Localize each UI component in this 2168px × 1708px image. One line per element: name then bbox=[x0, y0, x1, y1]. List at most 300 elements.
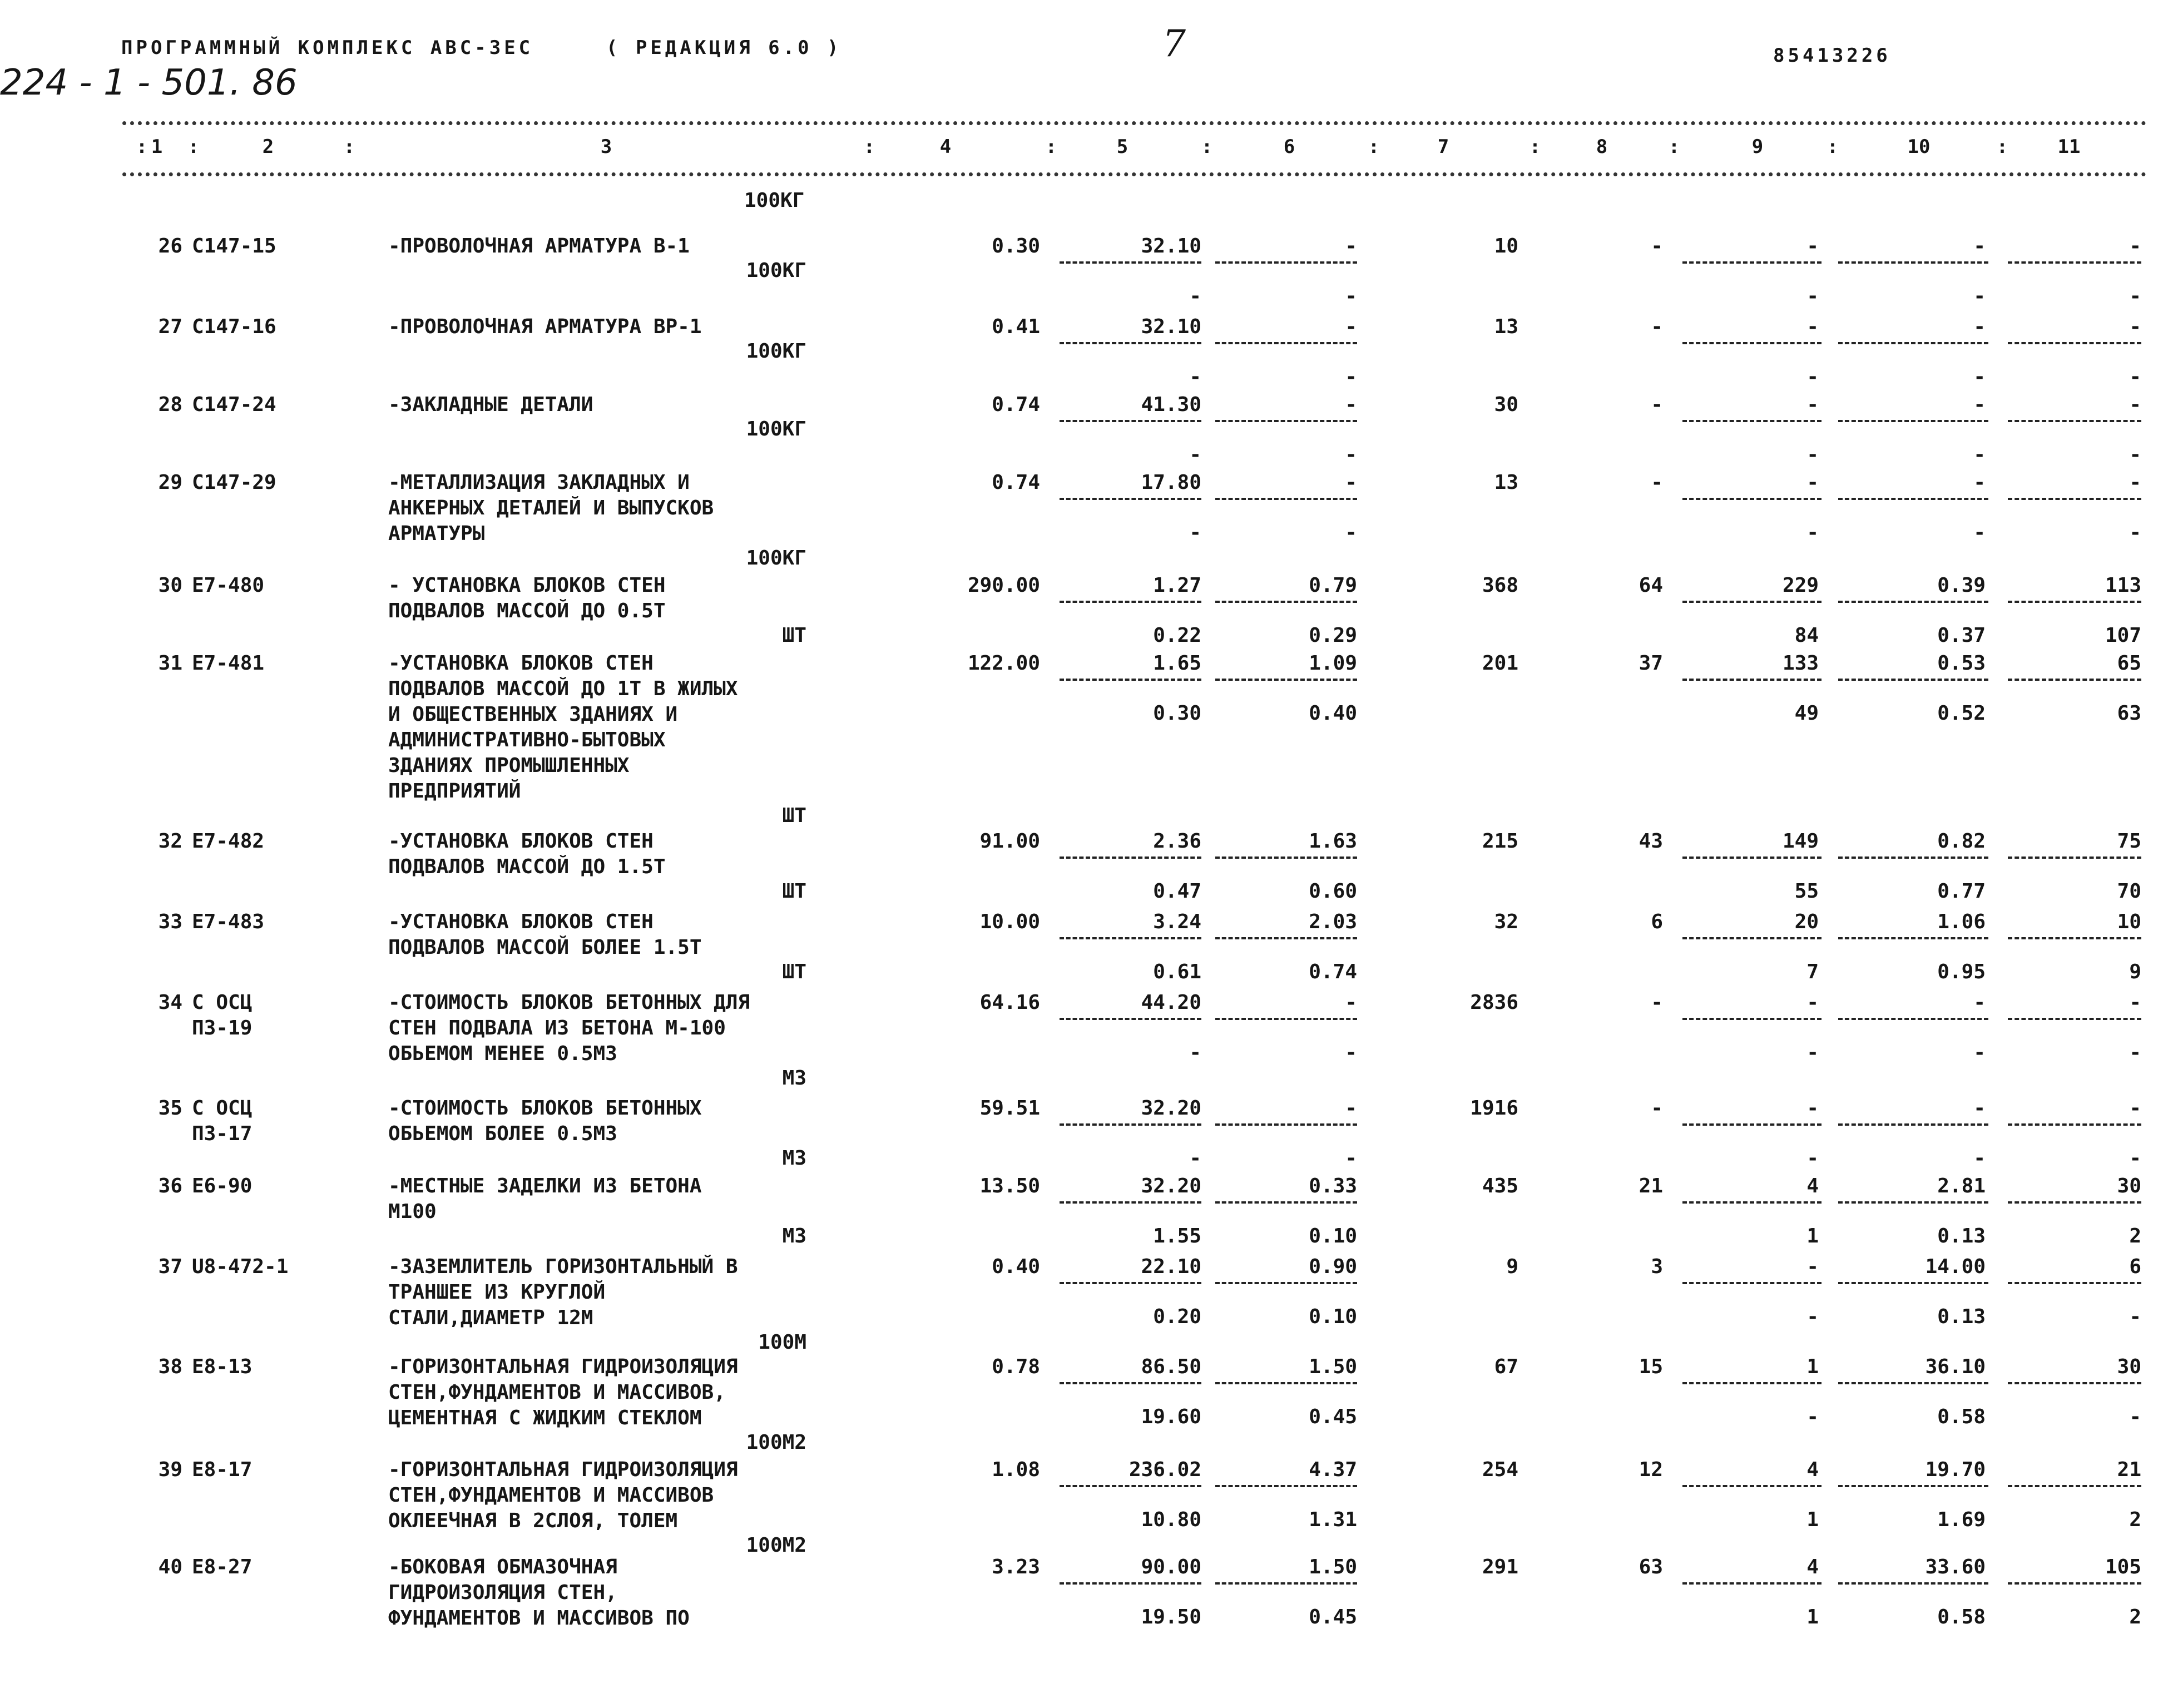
col6-value: - bbox=[1345, 315, 1357, 338]
col5-sub-value: 19.50 bbox=[1141, 1606, 1201, 1628]
quantity: 0.78 bbox=[992, 1355, 1040, 1378]
col6-value: 2.03 bbox=[1309, 910, 1357, 933]
col8-value: 15 bbox=[1639, 1355, 1663, 1378]
col10-value: 36.10 bbox=[1925, 1355, 1986, 1378]
dashed-separator bbox=[2008, 1485, 2141, 1487]
price-code: U8-472-1 bbox=[192, 1255, 289, 1278]
dashed-separator bbox=[1215, 1123, 1357, 1126]
col10-value: - bbox=[1973, 393, 1986, 416]
dashed-separator bbox=[1060, 1382, 1201, 1384]
col9-sub-value: 1 bbox=[1806, 1225, 1819, 1247]
col6-value: 1.63 bbox=[1309, 830, 1357, 853]
col6-sub-value: 0.74 bbox=[1309, 961, 1357, 983]
col7-value: 368 bbox=[1482, 574, 1518, 597]
row-number: 27 bbox=[158, 315, 182, 338]
col10-value: 0.53 bbox=[1937, 652, 1986, 675]
col11-value: - bbox=[2129, 471, 2141, 494]
dashed-separator bbox=[1060, 601, 1201, 603]
col9-sub-value: 84 bbox=[1794, 624, 1819, 647]
col7-value: 67 bbox=[1494, 1355, 1518, 1378]
table-row bbox=[0, 314, 2168, 388]
col5-value: 3.24 bbox=[1153, 910, 1201, 933]
col11-value: - bbox=[2129, 991, 2141, 1014]
col8-value: 12 bbox=[1639, 1458, 1663, 1481]
dashed-separator bbox=[1060, 342, 1201, 344]
work-description: -ПРОВОЛОЧНАЯ АРМАТУРА В-1 bbox=[388, 235, 690, 258]
dashed-separator bbox=[1838, 601, 1988, 603]
table-row bbox=[0, 1254, 2168, 1354]
dashed-separator bbox=[1215, 601, 1357, 603]
price-code: Е7-481 bbox=[192, 652, 265, 675]
column-number: 9 bbox=[1751, 136, 1764, 158]
row-number: 39 bbox=[158, 1458, 182, 1481]
col5-sub-value: - bbox=[1189, 285, 1201, 308]
column-number: 7 bbox=[1437, 136, 1449, 158]
price-code: Е7-483 bbox=[192, 910, 265, 933]
col11-sub-value: - bbox=[2129, 285, 2141, 308]
column-separator: : bbox=[1996, 136, 2008, 158]
dashed-separator bbox=[1682, 261, 1821, 264]
dashed-separator bbox=[1215, 1282, 1357, 1284]
col6-value: 1.50 bbox=[1309, 1556, 1357, 1578]
dashed-separator bbox=[1215, 261, 1357, 264]
col5-sub-value: 0.22 bbox=[1153, 624, 1201, 647]
col7-value: 30 bbox=[1494, 393, 1518, 416]
col7-value: 13 bbox=[1494, 471, 1518, 494]
row-number: 30 bbox=[158, 574, 182, 597]
col9-sub-value: - bbox=[1806, 285, 1819, 308]
col10-value: - bbox=[1973, 1097, 1986, 1120]
col9-sub-value: - bbox=[1806, 365, 1819, 388]
col10-value: - bbox=[1973, 235, 1986, 258]
dashed-separator bbox=[1215, 1201, 1357, 1204]
dashed-separator bbox=[1215, 342, 1357, 344]
dashed-separator bbox=[2008, 342, 2141, 344]
col11-value: - bbox=[2129, 393, 2141, 416]
dashed-separator bbox=[1682, 1485, 1821, 1487]
unit-of-measure: 100М bbox=[758, 1331, 806, 1354]
col6-value: 1.09 bbox=[1309, 652, 1357, 675]
col11-sub-value: - bbox=[2129, 443, 2141, 466]
column-separator: : bbox=[343, 136, 355, 158]
quantity: 13.50 bbox=[979, 1175, 1040, 1197]
dashed-separator bbox=[1060, 1582, 1201, 1585]
col11-value: 6 bbox=[2129, 1255, 2141, 1278]
col8-value: 3 bbox=[1651, 1255, 1663, 1278]
unit-of-measure: ШТ bbox=[782, 880, 806, 903]
dashed-separator bbox=[1215, 1485, 1357, 1487]
col5-value: 22.10 bbox=[1141, 1255, 1201, 1278]
col10-sub-value: 0.77 bbox=[1937, 880, 1986, 903]
dashed-separator bbox=[2008, 498, 2141, 500]
col5-sub-value: - bbox=[1189, 443, 1201, 466]
dashed-separator bbox=[1215, 420, 1357, 422]
dashed-separator bbox=[1060, 420, 1201, 422]
col11-sub-value: 2 bbox=[2129, 1225, 2141, 1247]
col6-value: 0.33 bbox=[1309, 1175, 1357, 1197]
column-separator: : bbox=[1045, 136, 1057, 158]
col6-sub-value: - bbox=[1345, 365, 1357, 388]
col6-sub-value: 0.45 bbox=[1309, 1606, 1357, 1628]
col5-sub-value: 0.20 bbox=[1153, 1305, 1201, 1328]
col10-value: 0.82 bbox=[1937, 830, 1986, 853]
col6-sub-value: - bbox=[1345, 521, 1357, 544]
table-row bbox=[0, 1096, 2168, 1170]
column-separator: : bbox=[1529, 136, 1541, 158]
col5-value: 2.36 bbox=[1153, 830, 1201, 853]
dashed-separator bbox=[1215, 857, 1357, 859]
col9-value: - bbox=[1806, 471, 1819, 494]
col8-value: - bbox=[1651, 471, 1663, 494]
col5-value: 44.20 bbox=[1141, 991, 1201, 1014]
col9-sub-value: - bbox=[1806, 1147, 1819, 1170]
col6-value: - bbox=[1345, 1097, 1357, 1120]
column-number: 4 bbox=[939, 136, 952, 158]
col10-sub-value: - bbox=[1973, 285, 1986, 308]
table-row bbox=[0, 234, 2168, 308]
dashed-separator bbox=[2008, 261, 2141, 264]
col10-sub-value: - bbox=[1973, 521, 1986, 544]
col10-value: - bbox=[1973, 471, 1986, 494]
col9-value: 133 bbox=[1782, 652, 1819, 675]
col8-value: - bbox=[1651, 393, 1663, 416]
col10-value: 33.60 bbox=[1925, 1556, 1986, 1578]
column-separator: : bbox=[1668, 136, 1680, 158]
col6-value: 0.90 bbox=[1309, 1255, 1357, 1278]
work-description: - УСТАНОВКА БЛОКОВ СТЕН ПОДВАЛОВ МАССОЙ ДО 0.5Т bbox=[388, 574, 666, 622]
row-number: 31 bbox=[158, 652, 182, 675]
dashed-separator bbox=[1060, 1123, 1201, 1126]
col7-value: 1916 bbox=[1470, 1097, 1518, 1120]
col5-value: 32.10 bbox=[1141, 315, 1201, 338]
column-number: 5 bbox=[1116, 136, 1128, 158]
col11-sub-value: - bbox=[2129, 1147, 2141, 1170]
work-description: -СТОИМОСТЬ БЛОКОВ БЕТОННЫХ ДЛЯ СТЕН ПОДВАЛА ИЗ БЕТОНА М-100 ОБЬЕМОМ МЕНЕЕ 0.5М3 bbox=[388, 991, 750, 1065]
col7-value: 10 bbox=[1494, 235, 1518, 258]
col10-value: 14.00 bbox=[1925, 1255, 1986, 1278]
dashed-separator bbox=[1682, 1282, 1821, 1284]
dashed-separator bbox=[1682, 601, 1821, 603]
dashed-separator bbox=[1838, 1201, 1988, 1204]
col5-sub-value: 0.47 bbox=[1153, 880, 1201, 903]
column-number: 1 bbox=[151, 136, 163, 158]
col10-sub-value: - bbox=[1973, 1147, 1986, 1170]
dashed-separator bbox=[1838, 937, 1988, 939]
column-number: 10 bbox=[1907, 136, 1931, 158]
col8-value: 6 bbox=[1651, 910, 1663, 933]
col9-value: 4 bbox=[1806, 1556, 1819, 1578]
col10-sub-value: 0.58 bbox=[1937, 1405, 1986, 1428]
col10-sub-value: - bbox=[1973, 1041, 1986, 1064]
table-row bbox=[0, 829, 2168, 903]
column-number: 6 bbox=[1283, 136, 1295, 158]
work-description: -СТОИМОСТЬ БЛОКОВ БЕТОННЫХ ОБЬЕМОМ БОЛЕЕ 0.5М3 bbox=[388, 1097, 702, 1145]
quantity: 10.00 bbox=[979, 910, 1040, 933]
col9-value: - bbox=[1806, 1097, 1819, 1120]
col9-sub-value: - bbox=[1806, 1305, 1819, 1328]
col6-sub-value: 0.10 bbox=[1309, 1305, 1357, 1328]
quantity: 0.74 bbox=[992, 471, 1040, 494]
col11-sub-value: 107 bbox=[2105, 624, 2141, 647]
col9-value: 20 bbox=[1794, 910, 1819, 933]
quantity: 1.08 bbox=[992, 1458, 1040, 1481]
dashed-separator bbox=[1215, 1018, 1357, 1020]
dashed-separator bbox=[1215, 1582, 1357, 1585]
col10-sub-value: 0.37 bbox=[1937, 624, 1986, 647]
col8-value: - bbox=[1651, 315, 1663, 338]
col8-value: - bbox=[1651, 991, 1663, 1014]
work-description: -УСТАНОВКА БЛОКОВ СТЕН ПОДВАЛОВ МАССОЙ ДО 1Т В ЖИЛЫХ И ОБЩЕСТВЕННЫХ ЗДАНИЯХ И АДМИНИСТРАТИВНО-БЫТОВЫХ ЗДАНИЯХ ПРОМЫШЛЕННЫХ ПРЕДПРИЯТИЙ bbox=[388, 652, 738, 803]
col10-sub-value: - bbox=[1973, 443, 1986, 466]
dashed-separator bbox=[1682, 1018, 1821, 1020]
dashed-separator bbox=[1838, 420, 1988, 422]
table-row bbox=[0, 470, 2168, 570]
dashed-separator bbox=[1838, 261, 1988, 264]
col10-sub-value: 0.13 bbox=[1937, 1305, 1986, 1328]
col9-value: 1 bbox=[1806, 1355, 1819, 1378]
col10-sub-value: 0.58 bbox=[1937, 1606, 1986, 1628]
col10-value: - bbox=[1973, 315, 1986, 338]
table-row bbox=[0, 1174, 2168, 1247]
dashed-separator bbox=[1682, 342, 1821, 344]
table-row bbox=[0, 909, 2168, 983]
col6-sub-value: - bbox=[1345, 1041, 1357, 1064]
price-code: Е8-27 bbox=[192, 1556, 253, 1578]
quantity: 91.00 bbox=[979, 830, 1040, 853]
work-description: -ЗАКЛАДНЫЕ ДЕТАЛИ bbox=[388, 393, 593, 416]
col9-sub-value: 1 bbox=[1806, 1508, 1819, 1531]
header-rule-top bbox=[122, 121, 2147, 125]
col5-sub-value: 0.61 bbox=[1153, 961, 1201, 983]
program-title: ПРОГРАММНЫЙ КОМПЛЕКС АВС-3ЕС bbox=[121, 37, 534, 59]
dashed-separator bbox=[1682, 1201, 1821, 1204]
col11-value: 30 bbox=[2117, 1355, 2141, 1378]
col5-value: 32.10 bbox=[1141, 235, 1201, 258]
col9-sub-value: 49 bbox=[1794, 702, 1819, 725]
dashed-separator bbox=[1060, 1282, 1201, 1284]
price-code: Е7-482 bbox=[192, 830, 265, 853]
dashed-separator bbox=[2008, 1201, 2141, 1204]
column-separator: : bbox=[863, 136, 875, 158]
dashed-separator bbox=[2008, 1382, 2141, 1384]
column-separator: : bbox=[1827, 136, 1839, 158]
quantity: 64.16 bbox=[979, 991, 1040, 1014]
quantity: 122.00 bbox=[967, 652, 1040, 675]
col5-value: 236.02 bbox=[1128, 1458, 1201, 1481]
col11-sub-value: - bbox=[2129, 365, 2141, 388]
col8-value: 21 bbox=[1639, 1175, 1663, 1197]
col7-value: 13 bbox=[1494, 315, 1518, 338]
col5-sub-value: 10.80 bbox=[1141, 1508, 1201, 1531]
col5-sub-value: 19.60 bbox=[1141, 1405, 1201, 1428]
col7-value: 215 bbox=[1482, 830, 1518, 853]
top-unit: 100КГ bbox=[744, 189, 805, 212]
dashed-separator bbox=[1682, 420, 1821, 422]
unit-of-measure: М3 bbox=[782, 1225, 806, 1247]
unit-of-measure: ШТ bbox=[782, 961, 806, 983]
dashed-separator bbox=[1838, 498, 1988, 500]
dashed-separator bbox=[1215, 679, 1357, 681]
col9-value: - bbox=[1806, 315, 1819, 338]
page-number: 7 bbox=[1162, 22, 1186, 65]
dashed-separator bbox=[1060, 857, 1201, 859]
quantity: 0.41 bbox=[992, 315, 1040, 338]
dashed-separator bbox=[1838, 857, 1988, 859]
col6-sub-value: - bbox=[1345, 443, 1357, 466]
dashed-separator bbox=[2008, 1018, 2141, 1020]
dashed-separator bbox=[1682, 1382, 1821, 1384]
dashed-separator bbox=[2008, 1582, 2141, 1585]
col5-value: 32.20 bbox=[1141, 1097, 1201, 1120]
dashed-separator bbox=[2008, 420, 2141, 422]
dashed-separator bbox=[1838, 1582, 1988, 1585]
col10-value: - bbox=[1973, 991, 1986, 1014]
dashed-separator bbox=[2008, 857, 2141, 859]
col6-sub-value: 0.10 bbox=[1309, 1225, 1357, 1247]
table-row bbox=[0, 1354, 2168, 1454]
col6-value: - bbox=[1345, 393, 1357, 416]
col11-value: 21 bbox=[2117, 1458, 2141, 1481]
col11-sub-value: - bbox=[2129, 521, 2141, 544]
col5-sub-value: - bbox=[1189, 1041, 1201, 1064]
dashed-separator bbox=[1682, 679, 1821, 681]
row-number: 33 bbox=[158, 910, 182, 933]
column-separator: : bbox=[1368, 136, 1380, 158]
work-description: -МЕСТНЫЕ ЗАДЕЛКИ ИЗ БЕТОНА М100 bbox=[388, 1175, 702, 1223]
price-code: Е7-480 bbox=[192, 574, 265, 597]
col5-sub-value: 0.30 bbox=[1153, 702, 1201, 725]
col9-value: - bbox=[1806, 1255, 1819, 1278]
col5-sub-value: - bbox=[1189, 1147, 1201, 1170]
work-description: -МЕТАЛЛИЗАЦИЯ ЗАКЛАДНЫХ И АНКЕРНЫХ ДЕТАЛЕЙ И ВЫПУСКОВ АРМАТУРЫ bbox=[388, 471, 714, 545]
col5-sub-value: 1.55 bbox=[1153, 1225, 1201, 1247]
row-number: 26 bbox=[158, 235, 182, 258]
column-number: 8 bbox=[1596, 136, 1608, 158]
unit-of-measure: 100КГ bbox=[746, 340, 806, 363]
col10-sub-value: - bbox=[1973, 365, 1986, 388]
col11-value: 105 bbox=[2105, 1556, 2141, 1578]
col5-value: 17.80 bbox=[1141, 471, 1201, 494]
dashed-separator bbox=[1060, 937, 1201, 939]
col7-value: 32 bbox=[1494, 910, 1518, 933]
unit-of-measure: М3 bbox=[782, 1147, 806, 1170]
col6-value: - bbox=[1345, 235, 1357, 258]
column-number: 11 bbox=[2057, 136, 2081, 158]
col8-value: 43 bbox=[1639, 830, 1663, 853]
col9-value: - bbox=[1806, 393, 1819, 416]
dashed-separator bbox=[2008, 937, 2141, 939]
col6-value: 1.50 bbox=[1309, 1355, 1357, 1378]
col9-value: 149 bbox=[1782, 830, 1819, 853]
col10-value: 2.81 bbox=[1937, 1175, 1986, 1197]
edition-label: ( РЕДАКЦИЯ 6.0 ) bbox=[606, 37, 842, 59]
unit-of-measure: М3 bbox=[782, 1067, 806, 1090]
col6-sub-value: - bbox=[1345, 1147, 1357, 1170]
table-row bbox=[0, 1457, 2168, 1557]
col11-sub-value: - bbox=[2129, 1405, 2141, 1428]
dashed-separator bbox=[1060, 1485, 1201, 1487]
col6-sub-value: 0.60 bbox=[1309, 880, 1357, 903]
dashed-separator bbox=[1060, 1201, 1201, 1204]
col8-value: - bbox=[1651, 1097, 1663, 1120]
col6-value: 0.79 bbox=[1309, 574, 1357, 597]
col9-sub-value: - bbox=[1806, 1405, 1819, 1428]
col9-sub-value: 7 bbox=[1806, 961, 1819, 983]
row-number: 38 bbox=[158, 1355, 182, 1378]
row-number: 36 bbox=[158, 1175, 182, 1197]
dashed-separator bbox=[2008, 679, 2141, 681]
quantity: 290.00 bbox=[967, 574, 1040, 597]
col7-value: 254 bbox=[1482, 1458, 1518, 1481]
header-rule-bottom bbox=[122, 172, 2147, 176]
col7-value: 9 bbox=[1506, 1255, 1518, 1278]
col9-value: 4 bbox=[1806, 1175, 1819, 1197]
quantity: 59.51 bbox=[979, 1097, 1040, 1120]
col9-sub-value: 55 bbox=[1794, 880, 1819, 903]
work-description: -ГОРИЗОНТАЛЬНАЯ ГИДРОИЗОЛЯЦИЯ СТЕН,ФУНДАМЕНТОВ И МАССИВОВ ОКЛЕЕЧНАЯ В 2СЛОЯ, ТОЛЕМ bbox=[388, 1458, 738, 1532]
col11-sub-value: 70 bbox=[2117, 880, 2141, 903]
col6-sub-value: 0.29 bbox=[1309, 624, 1357, 647]
col6-value: - bbox=[1345, 471, 1357, 494]
col11-sub-value: - bbox=[2129, 1041, 2141, 1064]
dashed-separator bbox=[1060, 1018, 1201, 1020]
col11-value: 75 bbox=[2117, 830, 2141, 853]
col10-sub-value: 1.69 bbox=[1937, 1508, 1986, 1531]
row-number: 29 bbox=[158, 471, 182, 494]
col8-value: 63 bbox=[1639, 1556, 1663, 1578]
price-code: С ОСЦ П3-19 bbox=[192, 991, 253, 1039]
col6-sub-value: 0.40 bbox=[1309, 702, 1357, 725]
price-code: Е6-90 bbox=[192, 1175, 253, 1197]
col11-sub-value: 2 bbox=[2129, 1508, 2141, 1531]
row-number: 40 bbox=[158, 1556, 182, 1578]
col5-value: 1.27 bbox=[1153, 574, 1201, 597]
col7-value: 291 bbox=[1482, 1556, 1518, 1578]
col5-value: 86.50 bbox=[1141, 1355, 1201, 1378]
dashed-separator bbox=[1838, 1485, 1988, 1487]
col5-value: 1.65 bbox=[1153, 652, 1201, 675]
col6-sub-value: 1.31 bbox=[1309, 1508, 1357, 1531]
col11-value: - bbox=[2129, 235, 2141, 258]
col10-sub-value: 0.52 bbox=[1937, 702, 1986, 725]
table-row bbox=[0, 990, 2168, 1090]
quantity: 0.30 bbox=[992, 235, 1040, 258]
dashed-separator bbox=[1838, 1123, 1988, 1126]
dashed-separator bbox=[1060, 498, 1201, 500]
dashed-separator bbox=[2008, 1123, 2141, 1126]
col10-value: 0.39 bbox=[1937, 574, 1986, 597]
price-code: Е8-17 bbox=[192, 1458, 253, 1481]
unit-of-measure: ШТ bbox=[782, 624, 806, 647]
col10-value: 1.06 bbox=[1937, 910, 1986, 933]
col9-value: - bbox=[1806, 991, 1819, 1014]
col5-value: 41.30 bbox=[1141, 393, 1201, 416]
row-number: 28 bbox=[158, 393, 182, 416]
table-row bbox=[0, 651, 2168, 827]
quantity: 0.74 bbox=[992, 393, 1040, 416]
dashed-separator bbox=[1682, 498, 1821, 500]
col5-value: 32.20 bbox=[1141, 1175, 1201, 1197]
col11-value: 10 bbox=[2117, 910, 2141, 933]
price-code: Е8-13 bbox=[192, 1355, 253, 1378]
col10-sub-value: 0.13 bbox=[1937, 1225, 1986, 1247]
work-description: -УСТАНОВКА БЛОКОВ СТЕН ПОДВАЛОВ МАССОЙ БОЛЕЕ 1.5Т bbox=[388, 910, 702, 959]
row-number: 32 bbox=[158, 830, 182, 853]
table-row bbox=[0, 392, 2168, 466]
dashed-separator bbox=[1682, 857, 1821, 859]
col9-sub-value: 1 bbox=[1806, 1606, 1819, 1628]
col6-value: 4.37 bbox=[1309, 1458, 1357, 1481]
